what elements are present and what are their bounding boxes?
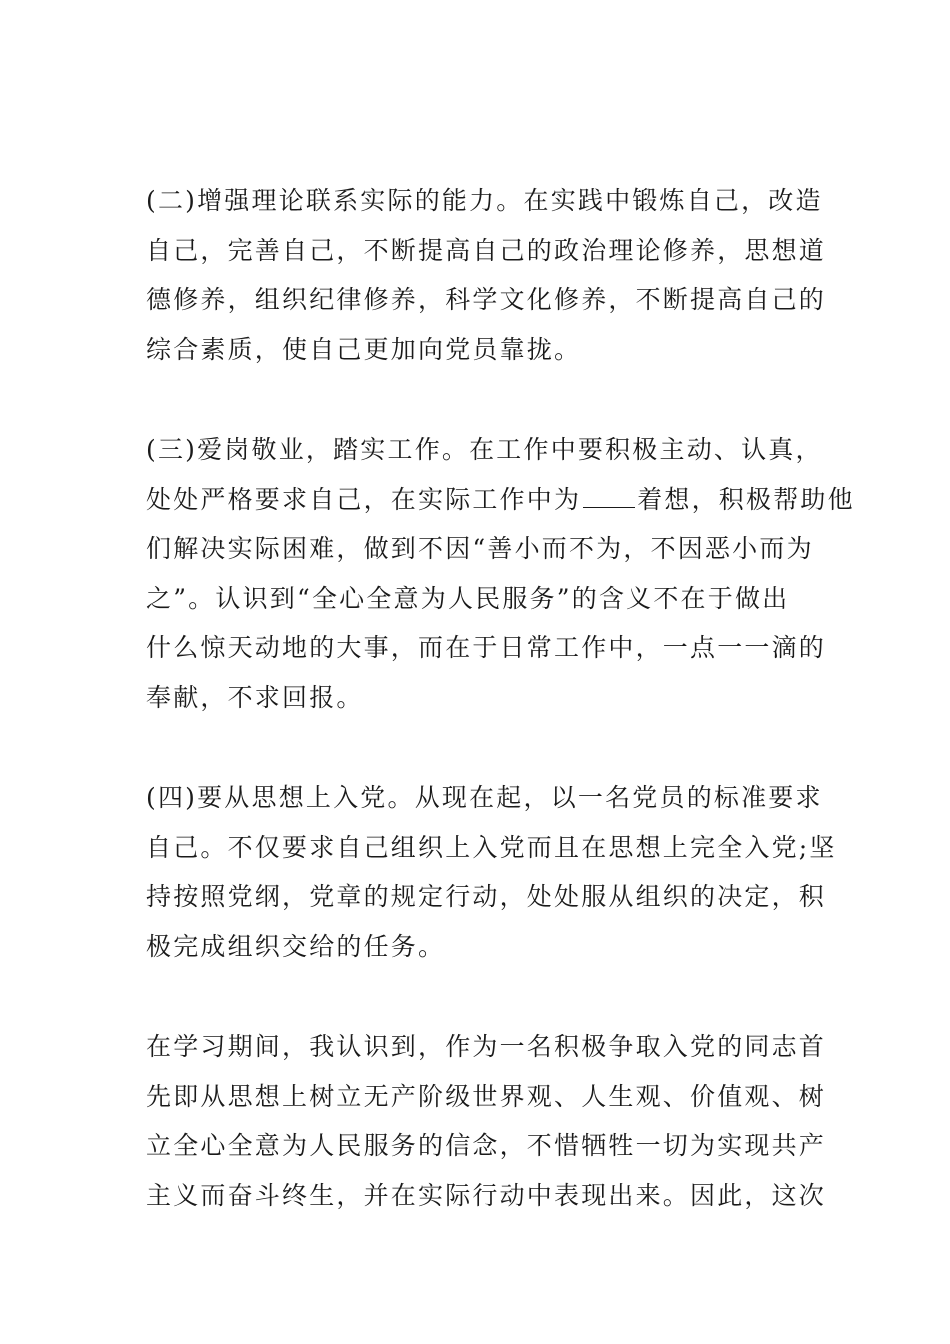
paragraph-line: (二)增强理论联系实际的能力。在实践中锻炼自己，改造 xyxy=(146,186,823,215)
line-text-before-blank: 处处严格要求自己，在实际工作中为 xyxy=(146,484,582,514)
paragraph-line: 先即从思想上树立无产阶级世界观、人生观、价值观、树 xyxy=(146,1081,827,1111)
paragraph-line: 自己，完善自己，不断提高自己的政治理论修养，思想道 xyxy=(146,235,827,265)
paragraph-line: 奉献，不求回报。 xyxy=(146,682,364,712)
paragraph-line: 主义而奋斗终生，并在实际行动中表现出来。因此，这次 xyxy=(146,1180,827,1210)
paragraph-line: 之”。认识到“全心全意为人民服务”的含义不在于做出 xyxy=(146,583,790,613)
paragraph-4 xyxy=(146,773,837,971)
paragraph-line: 持按照党纲，党章的规定行动，处处服从组织的决定，积 xyxy=(146,882,827,911)
paragraph-line: 们解决实际困难，做到不因“善小而不为，不因恶小而为 xyxy=(146,534,814,563)
paragraph-line: 在学习期间，我认识到，作为一名积极争取入党的同志首 xyxy=(146,1032,827,1061)
paragraph-line: 自己。不仅要求自己组织上入党而且在思想上完全入党;坚 xyxy=(146,832,837,862)
paragraph-2 xyxy=(146,176,827,374)
paragraph-line: (四)要从思想上入党。从现在起，以一名党员的标准要求 xyxy=(146,783,823,812)
paragraph-line-with-blank xyxy=(146,475,855,525)
paragraph-line: 综合素质，使自己更加向党员靠拢。 xyxy=(146,334,582,364)
paragraph-5 xyxy=(146,1022,827,1220)
paragraph-line: 极完成组织交给的任务。 xyxy=(146,931,446,961)
paragraph-3 xyxy=(146,425,855,722)
paragraph-line: 什么惊天动地的大事，而在于日常工作中，一点一一滴的 xyxy=(146,633,827,662)
paragraph-line: (三)爱岗敬业，踏实工作。在工作中要积极主动、认真， xyxy=(146,435,823,464)
paragraph-line: 立全心全意为人民服务的信念，不惜牺牲一切为实现共产 xyxy=(146,1131,827,1160)
paragraph-line: 德修养，组织纪律修养，科学文化修养，不断提高自己的 xyxy=(146,285,827,314)
line-text-after-blank: 着想，积极帮助他 xyxy=(637,484,855,514)
fill-in-blank xyxy=(583,479,635,508)
